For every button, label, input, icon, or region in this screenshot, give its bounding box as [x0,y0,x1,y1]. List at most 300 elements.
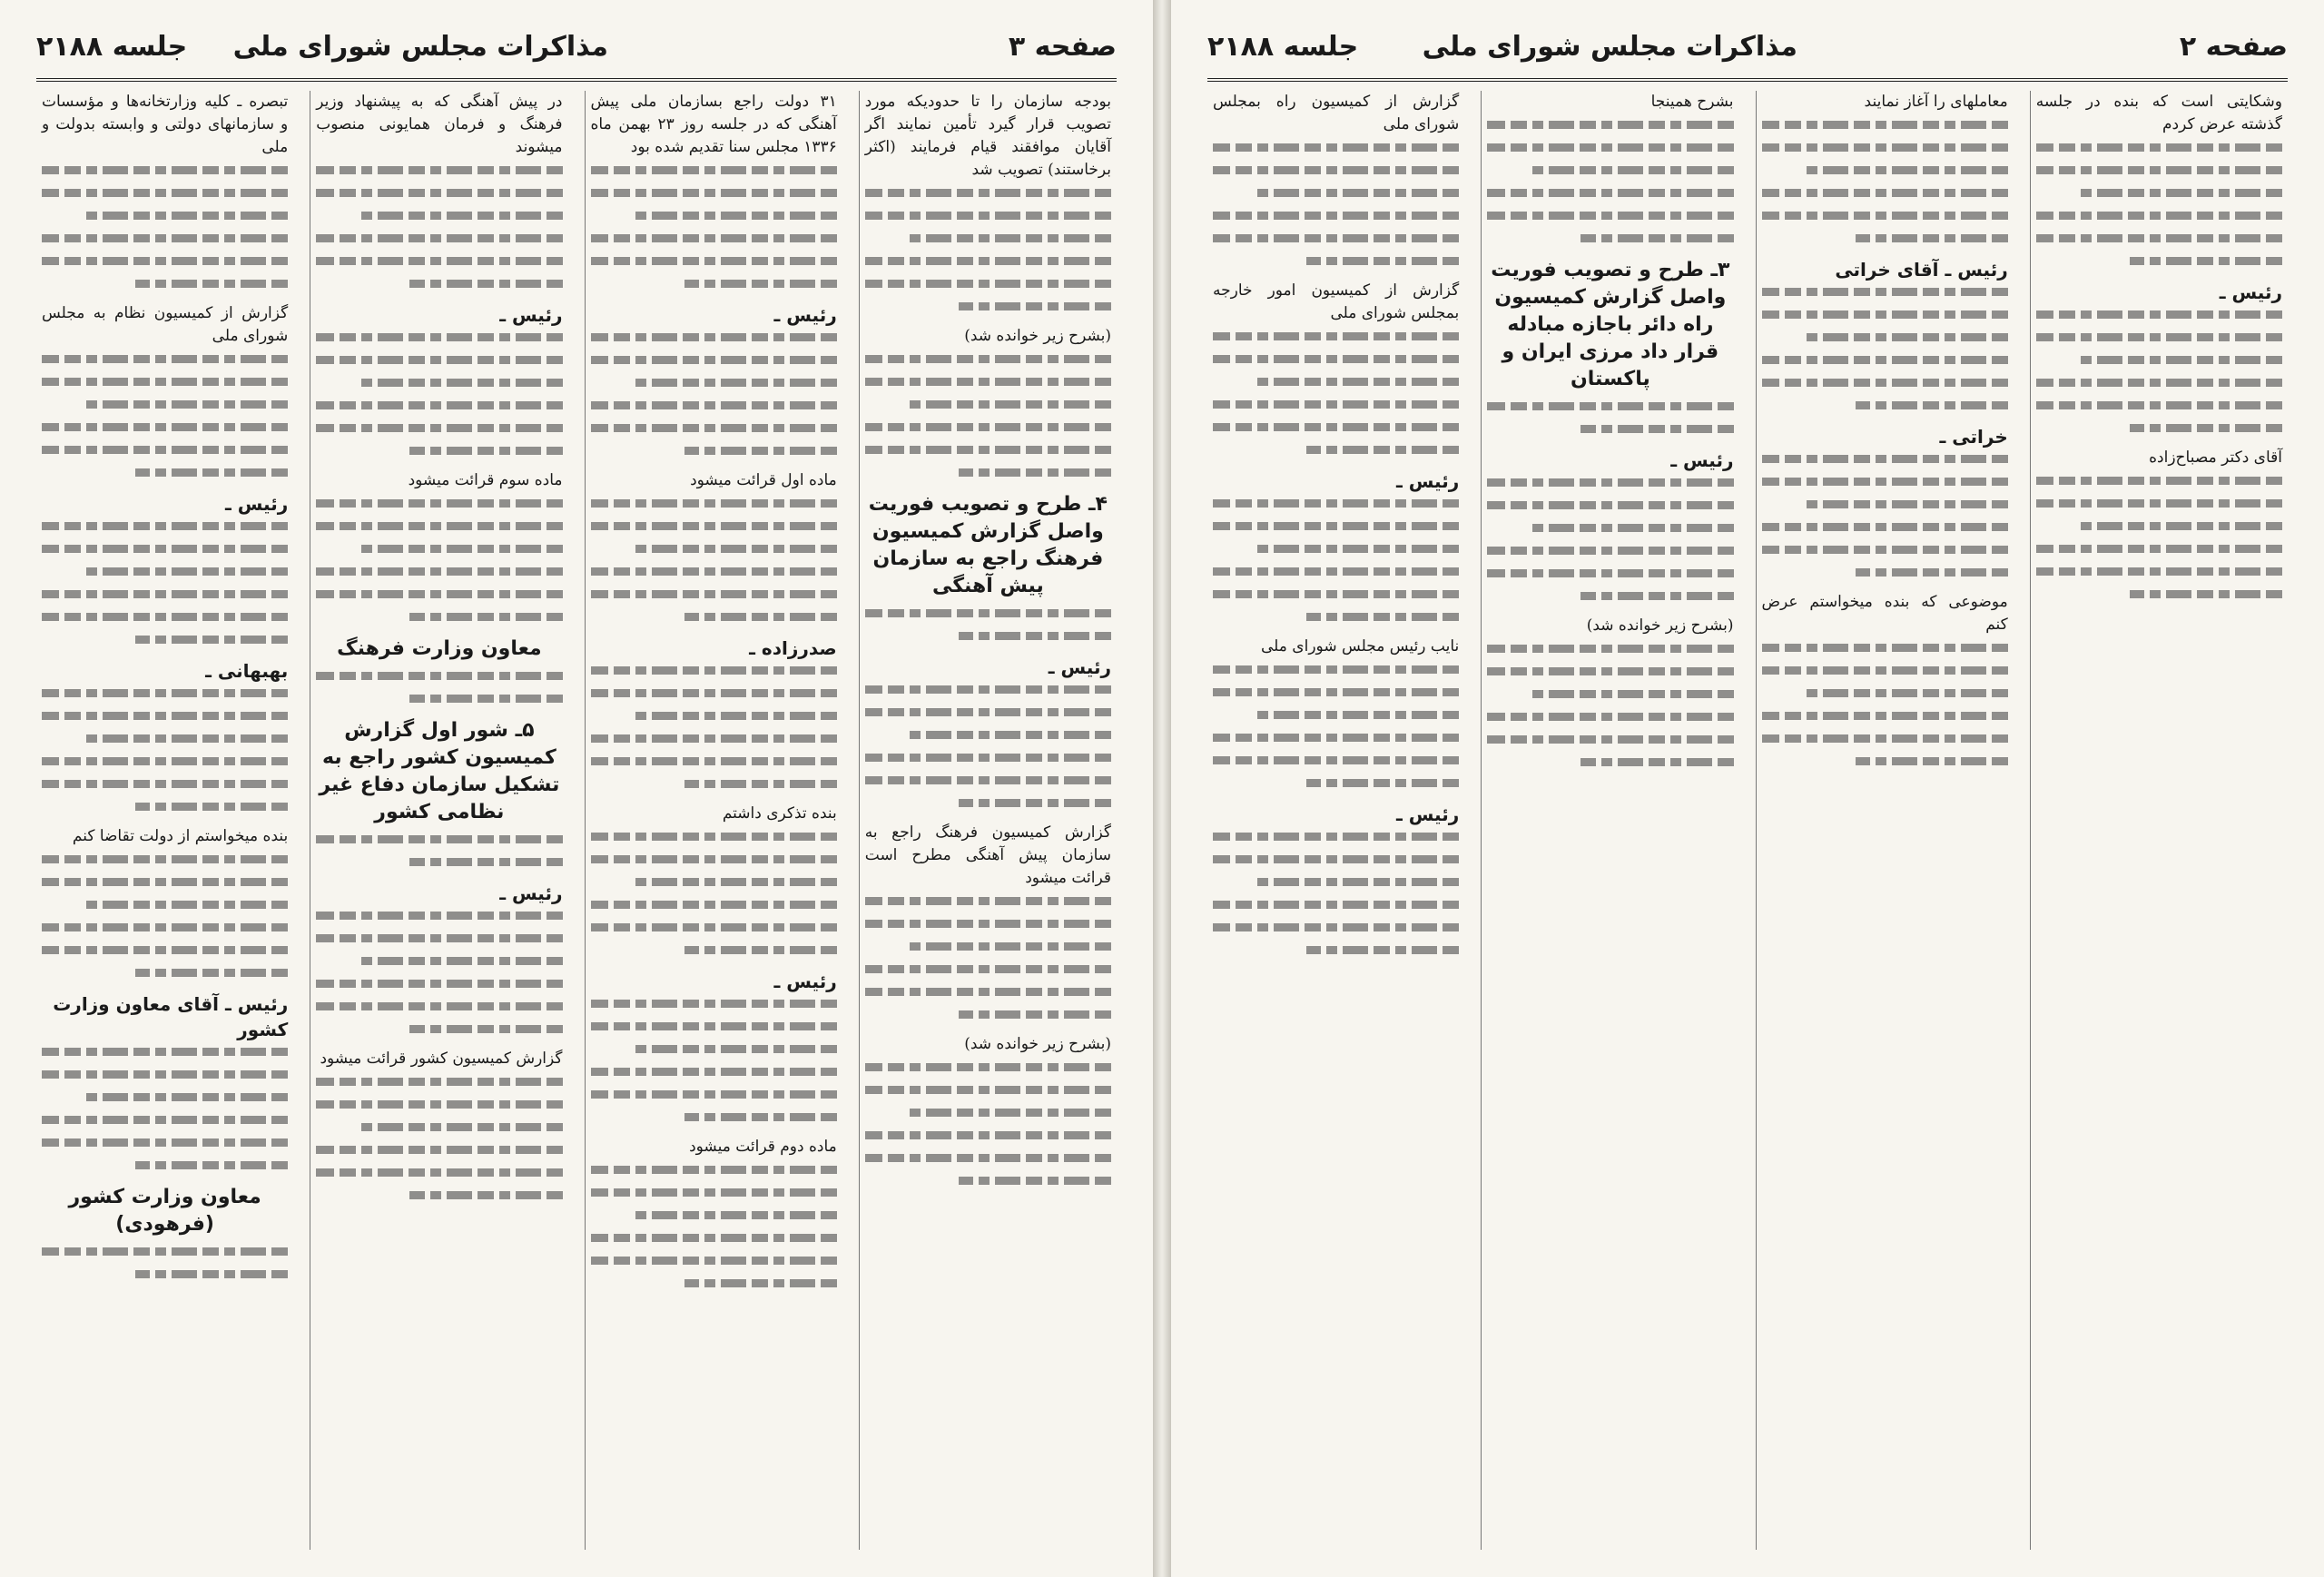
text-body-lines [591,166,837,288]
text-line [684,447,837,455]
text-line [904,731,1111,739]
publication-title: مذاکرات مجلس شورای ملی [1422,31,1797,63]
text-line [1801,689,2008,697]
text-body-lines [42,522,288,644]
text-line [409,695,562,703]
text-line [1213,567,1459,576]
text-line [591,257,837,265]
text-line [1487,713,1733,721]
text-line [865,280,1111,288]
text-line [630,878,837,886]
left-page [0,0,1153,1577]
text-line [42,878,288,886]
text-line [684,946,837,954]
text-line [591,424,837,432]
text-line [316,189,562,197]
text-line [81,901,288,909]
text-line [591,234,837,242]
text-line [2130,424,2282,432]
text-line [2036,234,2282,242]
text-line [1487,645,1733,653]
text-line [630,1211,837,1219]
text-line [42,1247,288,1256]
column-1 [859,91,1117,1550]
text-line [904,400,1111,409]
text-line [959,632,1111,640]
text-body-lines [1762,644,2008,765]
text-line [42,689,288,697]
text-body-lines [591,1166,837,1287]
text-line [904,234,1111,242]
text-body-lines [42,1247,288,1278]
text-body-lines [42,855,288,977]
text-line [959,1177,1111,1185]
text-line [316,567,562,576]
text-line [316,166,562,174]
text-line [684,1113,837,1121]
text-line [1213,166,1459,174]
text-line [959,1010,1111,1019]
text-line [316,1146,562,1154]
text-line [316,934,562,942]
text-line [630,712,837,720]
text-line [591,1068,837,1076]
text-body-lines [1762,288,2008,409]
text-line [316,980,562,988]
text-line [630,379,837,387]
text-line [865,446,1111,454]
text-line [42,923,288,931]
text-line [591,499,837,508]
text-body-lines [316,499,562,621]
text-line [316,590,562,598]
text-columns [36,91,1117,1550]
text-line [865,988,1111,996]
text-line [591,757,837,765]
paragraph: تبصره ـ کلیه وزارتخانه‌ها و مؤسسات و سازمانهای دولتی و وابسته بدولت و ملی [42,93,289,156]
text-line [959,799,1111,807]
text-line [1213,143,1459,152]
text-line [1306,946,1459,954]
text-line [959,302,1111,310]
text-line [1306,779,1459,787]
section-heading: ۵ـ شور اول گزارش کمیسیون کشور راجع به تشکیل سازمان دفاع غیر نظامی کشور [319,719,560,823]
section-heading: معاون وزارت کشور (فرهودی) [68,1186,261,1236]
text-line [1581,758,1733,766]
paragraph: بشرح همینجا [1650,93,1734,111]
text-body-lines [42,355,288,477]
paragraph: در پیش آهنگی که به پیشنهاد وزیر فرهنگ و فرمان همایونی منصوب میشوند [316,93,563,156]
text-line [42,590,288,598]
text-line [1213,734,1459,742]
text-line [135,468,288,477]
text-line [865,355,1111,363]
text-line [591,666,837,675]
text-body-lines [316,333,562,455]
text-line [591,689,837,697]
text-line [81,212,288,220]
text-line [591,923,837,931]
text-line [1213,400,1459,409]
text-line [42,189,288,197]
text-line [1487,667,1733,675]
section-heading: ۳ـ طرح و تصویب فوریت واصل گزارش کمیسیون راه دائر باجازه مبادله قرار داد مرزی ایران و پاکستان [1491,259,1730,390]
text-line [1527,690,1734,698]
text-line [591,1166,837,1174]
text-line [591,166,837,174]
text-line [1252,189,1459,197]
speaker-name: رئیس ـ [2219,281,2282,303]
text-line [356,957,563,965]
text-line [2036,477,2282,485]
text-line [684,613,837,621]
page-number: صفحه ۲ [2179,31,2288,63]
text-body-lines [42,166,288,288]
text-line [1581,234,1733,242]
text-line [42,166,288,174]
text-body-lines [316,1078,562,1199]
paragraph: موضوعی که بنده میخواستم عرض کنم [1761,593,2008,634]
text-line [2036,567,2282,576]
text-line [81,567,288,576]
text-line [684,280,837,288]
speaker-name: رئیس ـ [1048,656,1111,678]
text-line [81,1093,288,1101]
speaker-name: رئیس ـ [224,493,289,515]
text-line [591,401,837,409]
text-line [591,590,837,598]
text-line [42,1048,288,1056]
column-2 [585,91,842,1550]
text-line [684,780,837,788]
text-line [1762,478,2008,486]
text-line [1213,756,1459,764]
text-body-lines [865,189,1111,310]
text-line [1856,568,2008,577]
column-2 [1756,91,2014,1550]
text-line [1762,356,2008,364]
text-line [2130,257,2282,265]
text-line [865,1154,1111,1162]
text-body-lines [865,685,1111,807]
text-line [684,1279,837,1287]
text-line [316,356,562,364]
text-line [316,401,562,409]
text-line [591,522,837,530]
text-body-lines [865,355,1111,477]
paragraph: بنده میخواستم از دولت تقاضا کنم [72,827,289,845]
speaker-name: رئیس ـ [1395,470,1460,492]
text-body-lines [1762,121,2008,242]
text-line [316,234,562,242]
text-body-lines [2036,477,2282,598]
speaker-name: رئیس ـ [773,304,837,326]
text-line [409,613,562,621]
paragraph: بنده تذکری داشتم [722,804,837,823]
text-line [904,1109,1111,1117]
text-line [1213,332,1459,340]
text-line [630,212,837,220]
text-line [591,734,837,743]
text-body-lines [1487,121,1733,242]
text-line [865,708,1111,716]
text-line [1527,524,1734,532]
text-line [409,858,562,866]
text-body-lines [591,666,837,788]
text-line [2075,356,2282,364]
text-line [1213,855,1459,863]
speaker-name: صدرزاده ـ [749,637,837,659]
text-line [1856,234,2008,242]
text-line [1762,523,2008,531]
text-line [316,522,562,530]
text-line [1762,666,2008,675]
text-line [865,1086,1111,1094]
text-line [2036,212,2282,220]
text-line [591,567,837,576]
text-line [1762,288,2008,296]
paragraph: ۳۱ دولت راجع بسازمان ملی پیش آهنگی که در جلسه روز ۲۳ بهمن ماه ۱۳۳۶ مجلس سنا تقدیم شده بود [590,93,837,156]
text-line [1213,901,1459,909]
speaker-name: رئیس ـ [499,304,563,326]
text-body-lines [865,897,1111,1019]
text-line [42,522,288,530]
text-line [1213,665,1459,674]
text-line [2036,143,2282,152]
text-line [1762,712,2008,720]
text-line [1252,545,1459,553]
text-line [1487,402,1733,410]
text-line [591,1234,837,1242]
text-line [1252,378,1459,386]
page-number: صفحه ۳ [1008,31,1117,63]
paragraph: گزارش از کمیسیون نظام به مجلس شورای ملی [42,304,289,345]
text-line [1252,711,1459,719]
text-line [316,499,562,508]
speaker-name: رئیس ـ [1395,803,1460,825]
text-line [316,1100,562,1109]
text-body-lines [1487,402,1733,433]
paragraph: ماده اول قرائت میشود [690,471,837,489]
paragraph: گزارش کمیسیون فرهنگ راجع به سازمان پیش آهنگی مطرح است قرائت میشود [864,823,1111,887]
page-header [36,20,1117,82]
text-line [1801,333,2008,341]
text-line [591,1090,837,1099]
text-line [42,946,288,954]
text-line [42,855,288,863]
text-line [1762,121,2008,129]
paragraph: گزارش از کمیسیون راه بمجلس شورای ملی [1213,93,1460,133]
text-line [2036,379,2282,387]
page-gutter [1153,0,1171,1577]
text-line [2036,545,2282,553]
text-line [630,1045,837,1053]
text-line [1581,425,1733,433]
text-line [1487,547,1733,555]
section-heading: ۴ـ طرح و تصویب فوریت واصل گزارش کمیسیون فرهنگ راجع به سازمان پیش آهنگی [868,493,1108,597]
paragraph: نایب رئیس مجلس شورای ملی [1261,637,1460,655]
text-body-lines [42,1048,288,1169]
text-body-lines [1213,499,1459,621]
text-line [2036,499,2282,508]
text-body-lines [865,609,1111,640]
text-line [2130,590,2282,598]
text-line [42,257,288,265]
text-line [409,1025,562,1033]
text-line [1487,212,1733,220]
text-body-lines [591,1000,837,1121]
text-line [409,280,562,288]
text-line [316,912,562,920]
text-line [135,1161,288,1169]
text-line [1527,166,1734,174]
text-body-lines [1487,645,1733,766]
text-line [865,423,1111,431]
speaker-name: بهبهانی ـ [205,660,289,682]
speaker-name: رئیس ـ [499,882,563,904]
text-body-lines [591,833,837,954]
text-line [959,468,1111,477]
text-body-lines [2036,143,2282,265]
text-line [591,333,837,341]
text-line [356,212,563,220]
text-line [81,734,288,743]
text-body-lines [1213,665,1459,787]
speaker-name: رئیس ـ آقای خراتی [1835,259,2008,281]
text-line [2036,166,2282,174]
publication-title: مذاکرات مجلس شورای ملی [232,31,608,63]
text-line [135,1270,288,1278]
text-line [591,1257,837,1265]
text-body-lines [1213,833,1459,954]
text-line [865,897,1111,905]
text-line [1762,189,2008,197]
text-line [1487,735,1733,744]
text-line [42,757,288,765]
text-line [356,379,563,387]
session-number: جلسه ۲۱۸۸ [36,31,188,63]
paragraph: وشکایتی است که بنده در جلسه گذشته عرض کردم [2035,93,2282,133]
text-body-lines [2036,310,2282,432]
text-line [42,1070,288,1079]
column-4 [1207,91,1464,1550]
column-1 [2030,91,2288,1550]
text-line [1213,234,1459,242]
text-line [1213,688,1459,696]
text-line [865,685,1111,694]
text-line [42,378,288,386]
text-line [1762,310,2008,319]
paragraph: آقای دکتر مصباح‌زاده [2149,448,2282,467]
text-line [1306,613,1459,621]
text-line [409,447,562,455]
text-line [591,901,837,909]
text-line [135,636,288,644]
text-line [1487,121,1733,129]
text-line [1762,212,2008,220]
text-line [1487,501,1733,509]
text-line [42,234,288,242]
paragraph: (بشرح زیر خوانده شد) [1586,616,1734,635]
text-line [42,613,288,621]
section-heading: معاون وزارت فرهنگ [337,637,542,660]
text-line [356,1123,563,1131]
text-line [1487,478,1733,487]
text-line [1213,590,1459,598]
paragraph: (بشرح زیر خوانده شد) [964,1035,1111,1053]
text-line [591,1000,837,1008]
text-body-lines [591,499,837,621]
paragraph: (بشرح زیر خوانده شد) [964,327,1111,345]
text-line [2036,401,2282,409]
text-line [1856,757,2008,765]
column-3 [310,91,567,1550]
text-line [630,545,837,553]
paragraph: گزارش از کمیسیون امور خارجه بمجلس شورای ملی [1213,281,1460,322]
column-3 [1481,91,1738,1550]
text-line [1762,379,2008,387]
text-line [2036,333,2282,341]
text-line [316,257,562,265]
text-columns [1207,91,2288,1550]
text-line [1213,355,1459,363]
text-line [316,424,562,432]
text-line [591,189,837,197]
text-line [2036,310,2282,319]
page-header [1207,20,2288,82]
text-line [356,545,563,553]
text-line [316,1168,562,1177]
text-line [1762,644,2008,652]
text-line [865,920,1111,928]
text-line [42,423,288,431]
text-line [1856,401,2008,409]
text-body-lines [316,835,562,866]
speaker-name: رئیس ـ آقای معاون وزارت کشور [53,993,289,1040]
text-line [2075,189,2282,197]
text-body-lines [591,333,837,455]
text-line [865,965,1111,973]
text-line [865,378,1111,386]
right-page [1171,0,2324,1577]
text-line [865,1063,1111,1071]
text-line [865,754,1111,762]
text-line [1213,522,1459,530]
text-line [1762,143,2008,152]
text-line [409,1191,562,1199]
text-line [135,280,288,288]
text-body-lines [316,912,562,1033]
text-line [1213,212,1459,220]
text-line [865,189,1111,197]
speaker-name: خراتی ـ [1939,426,2008,448]
text-line [316,1002,562,1010]
text-line [1762,734,2008,743]
text-line [316,835,562,843]
text-body-lines [1487,478,1733,600]
text-body-lines [865,1063,1111,1185]
text-line [1306,446,1459,454]
text-line [591,1188,837,1197]
text-line [42,446,288,454]
text-line [316,1078,562,1086]
text-line [591,855,837,863]
text-line [1306,257,1459,265]
text-line [1213,923,1459,931]
paragraph: گزارش کمیسیون کشور قرائت میشود [320,1050,563,1068]
text-line [135,803,288,811]
text-line [316,333,562,341]
